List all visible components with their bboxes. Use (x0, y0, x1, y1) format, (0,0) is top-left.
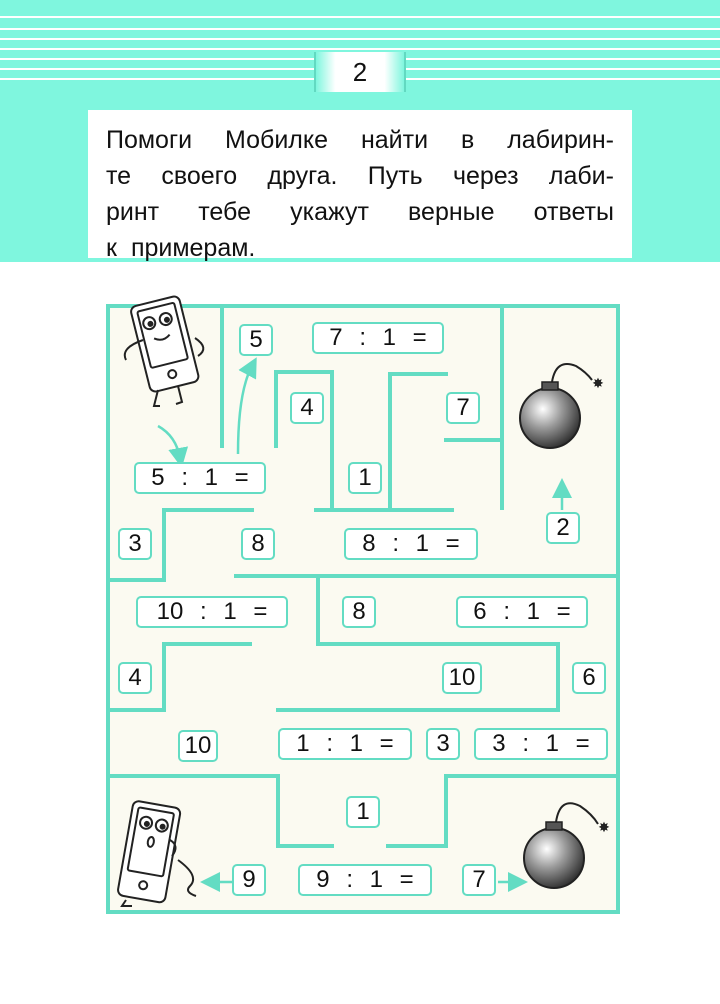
answer-box: 7 (462, 864, 496, 896)
equation-10: 10 : 1 = (136, 596, 288, 628)
equation-5: 5 : 1 = (134, 462, 266, 494)
answer-box: 4 (290, 392, 324, 424)
word: ответы (533, 198, 614, 226)
bomb-top (520, 364, 604, 448)
equation-9: 9 : 1 = (298, 864, 432, 896)
equation-6: 6 : 1 = (456, 596, 588, 628)
equation-8: 8 : 1 = (344, 528, 478, 560)
answer-box: 9 (232, 864, 266, 896)
answer-box: 3 (118, 528, 152, 560)
task-number: 2 (352, 56, 368, 87)
answer-box: 8 (342, 596, 376, 628)
answer-box: 1 (346, 796, 380, 828)
svg-text:✸: ✸ (592, 375, 604, 391)
answer-box: 4 (118, 662, 152, 694)
word: верные (408, 198, 495, 226)
word: к (106, 234, 117, 262)
word: своего (161, 162, 238, 190)
word: те (106, 162, 132, 190)
answer-box: 3 (426, 728, 460, 760)
answer-box: 5 (239, 324, 273, 356)
word: друга. (267, 162, 338, 190)
word: Мобилке (225, 126, 329, 154)
bomb-bottom (524, 803, 610, 888)
equation-3: 3 : 1 = (474, 728, 608, 760)
answer-box: 1 (348, 462, 382, 494)
word: Помоги (106, 126, 193, 154)
answer-box: 8 (241, 528, 275, 560)
word: Путь (367, 162, 423, 190)
arrow-start (158, 426, 180, 458)
answer-box: 7 (446, 392, 480, 424)
phone-character-bottom (117, 800, 196, 906)
word: через (452, 162, 519, 190)
equation-7: 7 : 1 = (312, 322, 444, 354)
word: ринт (106, 198, 160, 226)
word: лабирин- (507, 126, 614, 154)
phone-character-top (125, 295, 204, 406)
answer-box: 6 (572, 662, 606, 694)
equation-1: 1 : 1 = (278, 728, 412, 760)
answer-box: 10 (442, 662, 482, 694)
arrow-to-5 (238, 366, 252, 454)
svg-text:✸: ✸ (598, 819, 610, 835)
answer-box: 10 (178, 730, 218, 762)
word: тебе (198, 198, 251, 226)
answer-box: 2 (546, 512, 580, 544)
word: укажут (290, 198, 369, 226)
word: в (460, 126, 475, 154)
word: найти (360, 126, 429, 154)
word: лаби- (548, 162, 614, 190)
word: примерам. (130, 234, 256, 262)
